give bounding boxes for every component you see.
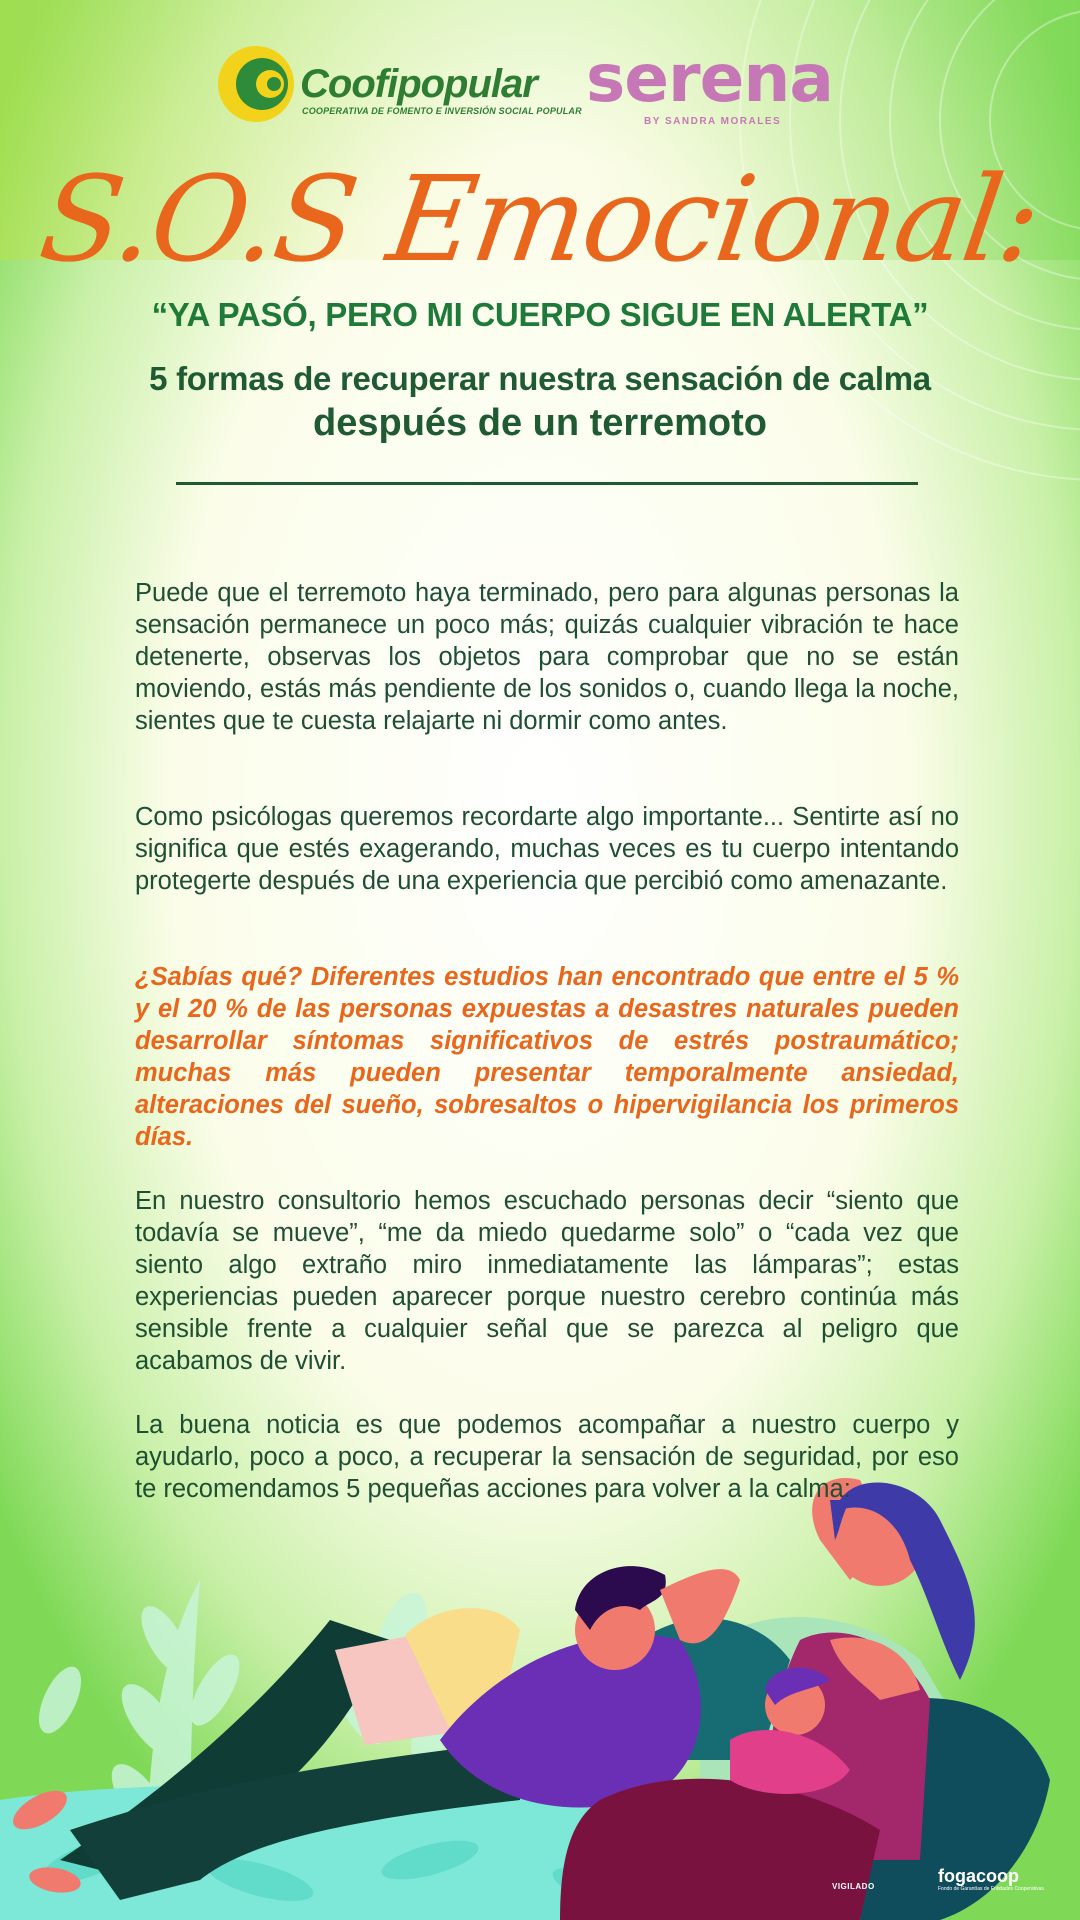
fact-paragraph: ¿Sabías qué? Diferentes estudios han encontrado que entre el 5 % y el 20 % de las personas expuestas a desastres naturales pueden desarrollar síntomas significativos de estrés postraumático; muchas más pueden presentar temporalmente ansiedad, alteraciones del sueño, sobresaltos o hipervigilancia los primeros días. [135,962,959,1151]
title-divider [176,482,918,485]
fogacoop-tagline: Fondo de Garantías de Entidades Cooperativas [938,1886,1044,1892]
fogacoop-logo: fogacoop [938,1866,1019,1886]
body-paragraph-1: Puede que el terremoto haya terminado, pero para algunas personas la sensación permanece un poco más; quizás cualquier vibración te hace detenerte, observas los objetos para comprobar que no se están moviendo, estás más pendiente de los sonidos o, cuando llega la noche, sientes que te cuesta relajarte ni dormir como antes. [135,578,959,735]
coofipopular-logo-mark [218,46,294,122]
coofipopular-tagline: COOPERATIVA DE FOMENTO E INVERSIÓN SOCIAL POPULAR [302,106,582,116]
serena-logo-text: serena [586,40,833,117]
subtitle-line-2: después de un terremoto [313,402,767,444]
vigilado-logo: VIGILADO [832,1882,875,1891]
headline-quote: “YA PASÓ, PERO MI CUERPO SIGUE EN ALERTA” [151,296,929,333]
serena-tagline: BY SANDRA MORALES [644,116,782,127]
body-paragraph-2: Como psicólogas queremos recordarte algo importante... Sentirte así no significa que estés exagerando, muchas veces es tu cuerpo intentando protegerte después de una experiencia que percibió como amenazante. [135,802,959,895]
page-title: S.O.S Emocional: [32,150,1048,288]
body-paragraph-4: En nuestro consultorio hemos escuchado personas decir “siento que todavía se mueve”, “me da miedo quedarme solo” o “cada vez que siento algo extraño miro inmediatamente las lámparas”; estas experiencias pueden aparecer porque nuestro cerebro continúa más sensible frente a cualquier señal que se parezca al peligro que acabamos de vivir. [135,1186,959,1375]
body-paragraph-5: La buena noticia es que podemos acompañar a nuestro cuerpo y ayudarlo, poco a poco, a recuperar la sensación de seguridad, por eso te recomendamos 5 pequeñas acciones para volver a la calma: [135,1410,959,1503]
coofipopular-logo-text: Coofipopular [300,62,537,106]
subtitle-line-1: 5 formas de recuperar nuestra sensación de calma [149,360,931,397]
